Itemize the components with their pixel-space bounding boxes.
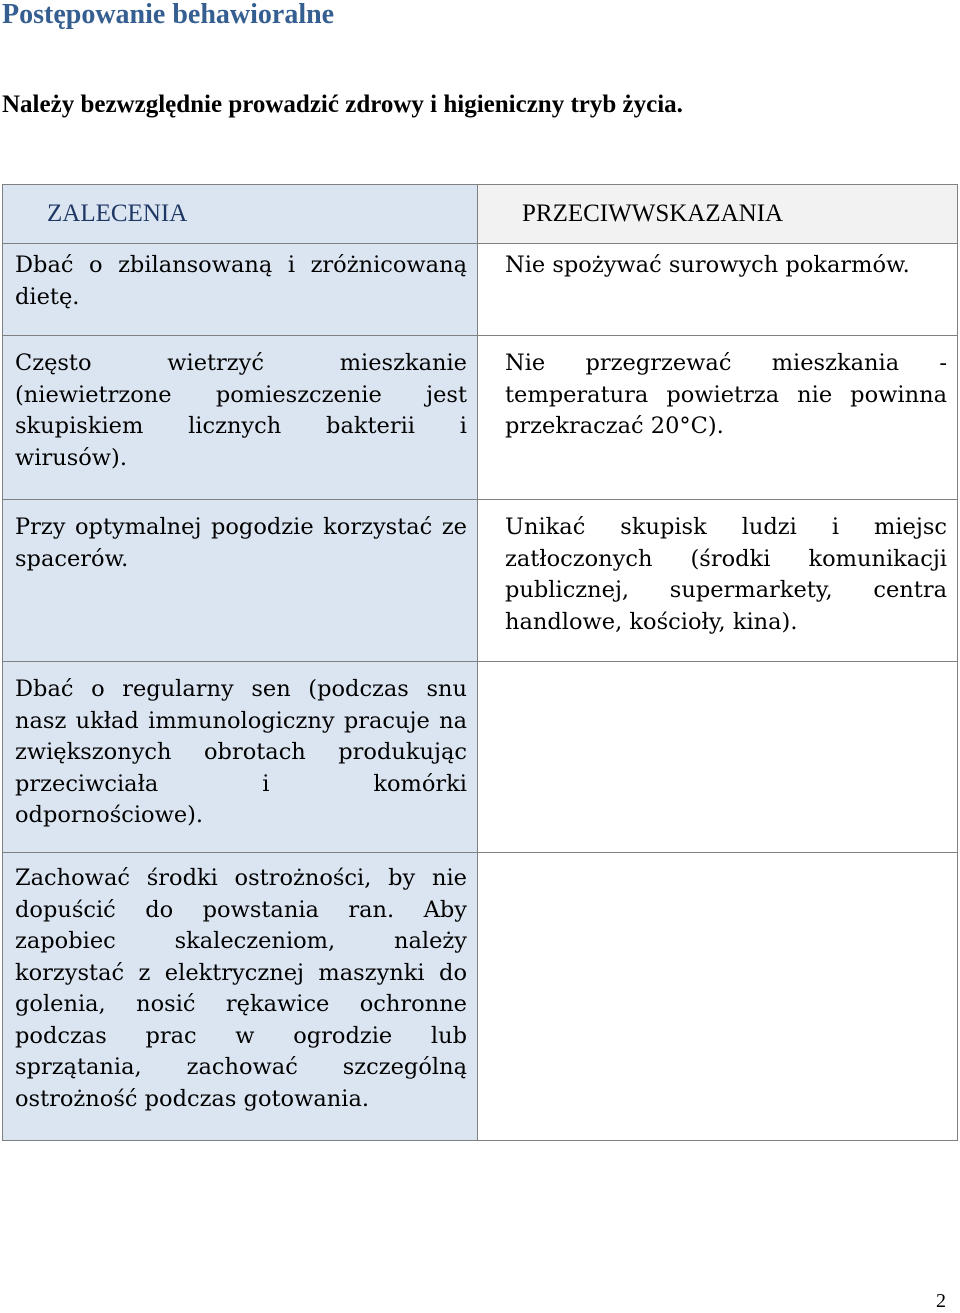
table-header-row (3, 185, 958, 244)
table-row (3, 500, 958, 662)
header-contraindications: PRZECIWWSKAZANIA (478, 185, 958, 244)
recommendation-cell: Dbać o regularny sen (podczas snu nasz układ immunologiczny pracuje na zwiększonych obrotach produkując przeciwciała i komórki odpornościowe). (3, 662, 478, 853)
table-row (3, 244, 958, 336)
table-row (3, 853, 958, 1141)
recommendation-cell: Często wietrzyć mieszkanie (niewietrzone pomieszczenie jest skupiskiem licznych bakterii i wirusów). (3, 336, 478, 500)
table-row (3, 336, 958, 500)
intro-statement: Należy bezwzględnie prowadzić zdrowy i higieniczny tryb życia. (2, 91, 683, 118)
contraindication-cell: Nie przegrzewać mieszkania - temperatura powietrza nie powinna przekraczać 20°C). (478, 336, 958, 500)
contraindication-cell-empty (478, 662, 958, 853)
recommendation-cell: Zachować środki ostrożności, by nie dopuścić do powstania ran. Aby zapobiec skaleczeniom, należy korzystać z elektrycznej maszynki do golenia, nosić rękawice ochronne podczas prac w ogrodzie lub sprzątania, zachować szczególną ostrożność podczas gotowania. (3, 853, 478, 1141)
recommendation-cell: Przy optymalnej pogodzie korzystać ze spacerów. (3, 500, 478, 662)
page-number: 2 (936, 1290, 946, 1312)
page-heading: Postępowanie behawioralne (2, 0, 335, 30)
contraindication-cell-empty (478, 853, 958, 1141)
table-row (3, 662, 958, 853)
recommendation-cell: Dbać o zbilansowaną i zróżnicowaną dietę. (3, 244, 478, 336)
contraindication-cell: Unikać skupisk ludzi i miejsc zatłoczonych (środki komunikacji publicznej, supermarkety, centra handlowe, kościoły, kina). (478, 500, 958, 662)
recommendations-table (2, 184, 958, 1141)
header-recommendations: ZALECENIA (3, 185, 478, 244)
contraindication-cell: Nie spożywać surowych pokarmów. (478, 244, 958, 336)
